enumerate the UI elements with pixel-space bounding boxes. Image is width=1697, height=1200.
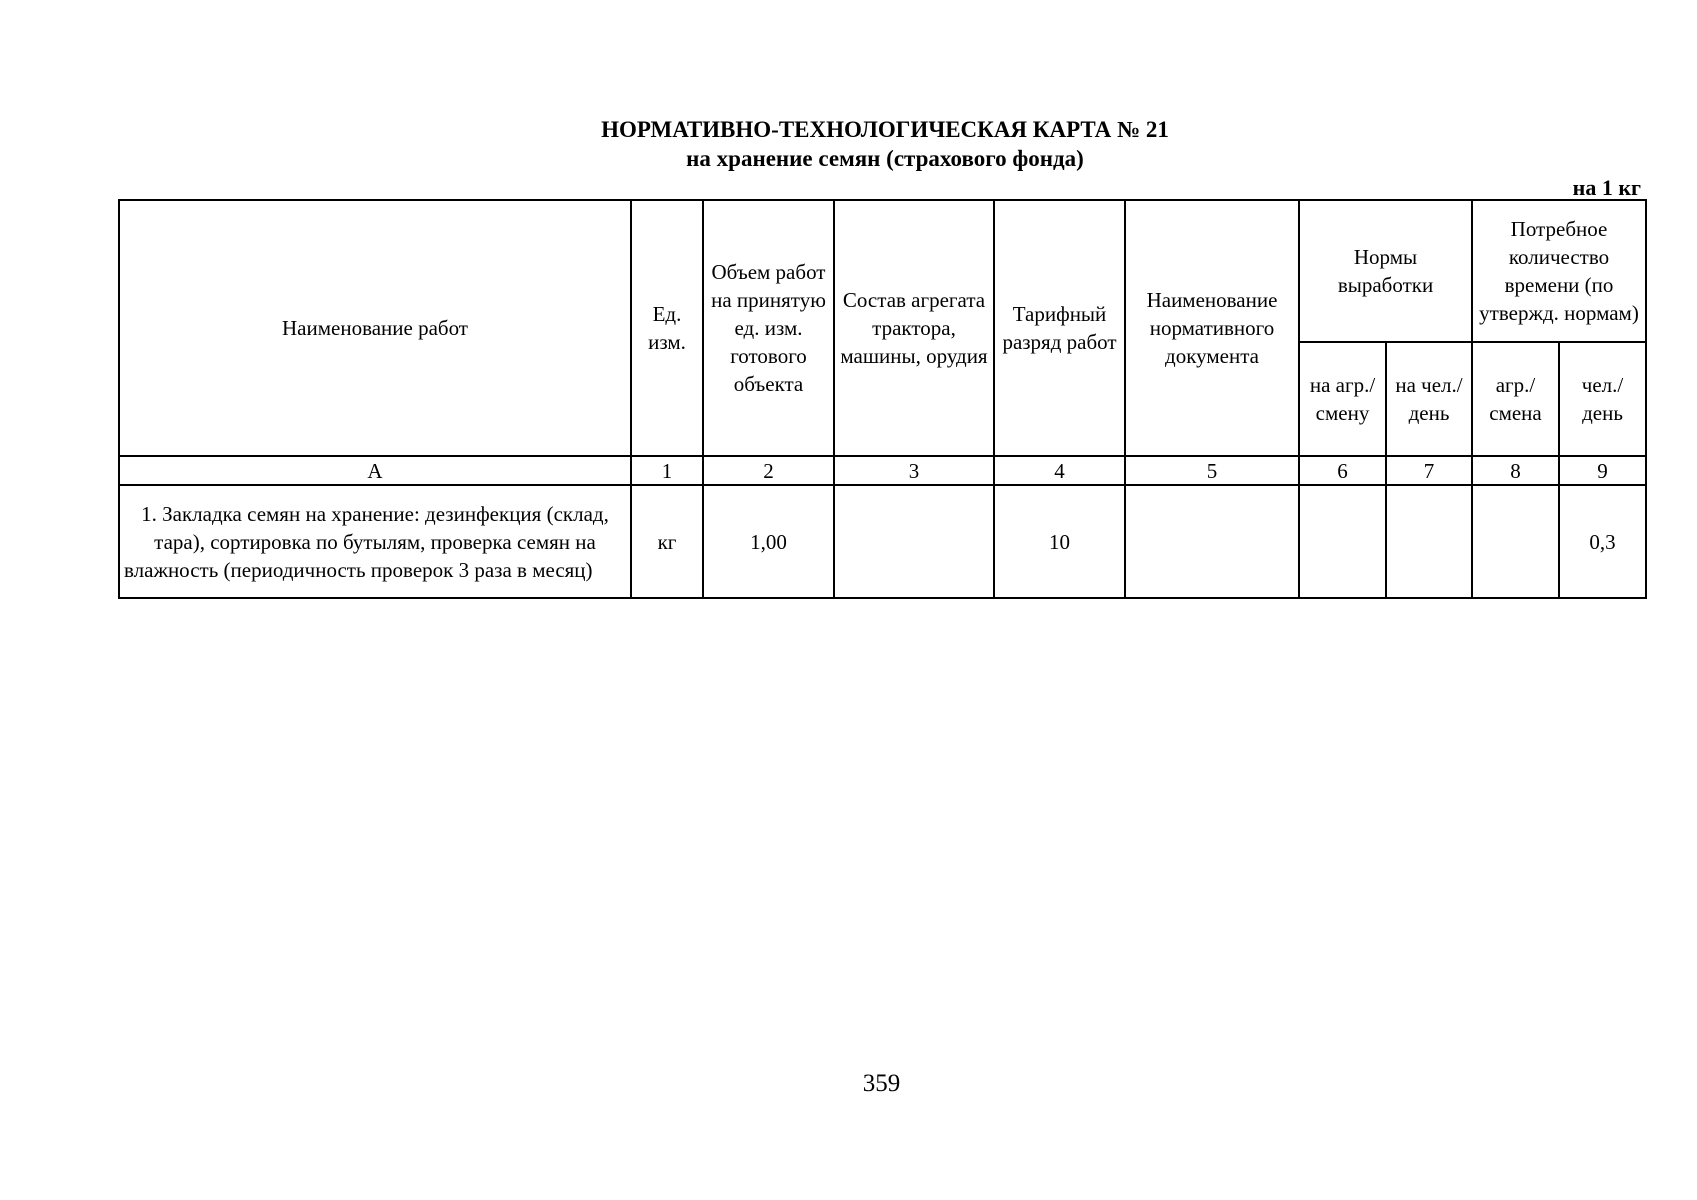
header-work-name: Наименование работ <box>119 200 631 456</box>
header-doc-name: Наименование нормативного документа <box>1125 200 1299 456</box>
column-number: 4 <box>994 456 1125 485</box>
cell-composition <box>834 485 994 598</box>
header-output-per-person: на чел./ день <box>1386 342 1472 456</box>
header-tariff: Тарифный разряд работ <box>994 200 1125 456</box>
column-number: 6 <box>1299 456 1386 485</box>
cell-output-per-person <box>1386 485 1472 598</box>
cell-unit: кг <box>631 485 703 598</box>
unit-note: на 1 кг <box>1572 175 1641 200</box>
header-time-required: Потребное количество времени (по утвержд. нормам) <box>1472 200 1646 342</box>
header-unit: Ед. изм. <box>631 200 703 456</box>
cell-time-person: 0,3 <box>1559 485 1646 598</box>
document-subtitle: на хранение семян (страхового фонда) <box>686 146 1084 171</box>
column-number: 2 <box>703 456 834 485</box>
cell-time-agg <box>1472 485 1559 598</box>
column-number: 7 <box>1386 456 1472 485</box>
header-time-agg: агр./ смена <box>1472 342 1559 456</box>
cell-output-per-agg <box>1299 485 1386 598</box>
header-time-person: чел./ день <box>1559 342 1646 456</box>
column-number: 5 <box>1125 456 1299 485</box>
column-number-row <box>119 456 1646 485</box>
header-row <box>119 200 1646 342</box>
cell-volume: 1,00 <box>703 485 834 598</box>
header-output-norms: Нормы выработки <box>1299 200 1472 342</box>
cell-work: 1. Закладка семян на хранение: дезинфекция (склад, тара), сортировка по бутылям, проверка семян на влажность (периодичность проверок 3 раза в месяц) <box>119 485 631 598</box>
column-number: 1 <box>631 456 703 485</box>
column-number: 9 <box>1559 456 1646 485</box>
header-volume: Объем работ на принятую ед. изм. готового объекта <box>703 200 834 456</box>
norms-table <box>118 199 1647 599</box>
document-title: НОРМАТИВНО-ТЕХНОЛОГИЧЕСКАЯ КАРТА № 21 <box>601 117 1169 142</box>
column-number: 8 <box>1472 456 1559 485</box>
column-number: А <box>119 456 631 485</box>
cell-doc-name <box>1125 485 1299 598</box>
header-composition: Состав агрегата трактора, машины, орудия <box>834 200 994 456</box>
column-number: 3 <box>834 456 994 485</box>
cell-tariff: 10 <box>994 485 1125 598</box>
page-number: 359 <box>862 1070 901 1097</box>
header-output-per-agg: на агр./ смену <box>1299 342 1386 456</box>
table-row <box>119 485 1646 598</box>
